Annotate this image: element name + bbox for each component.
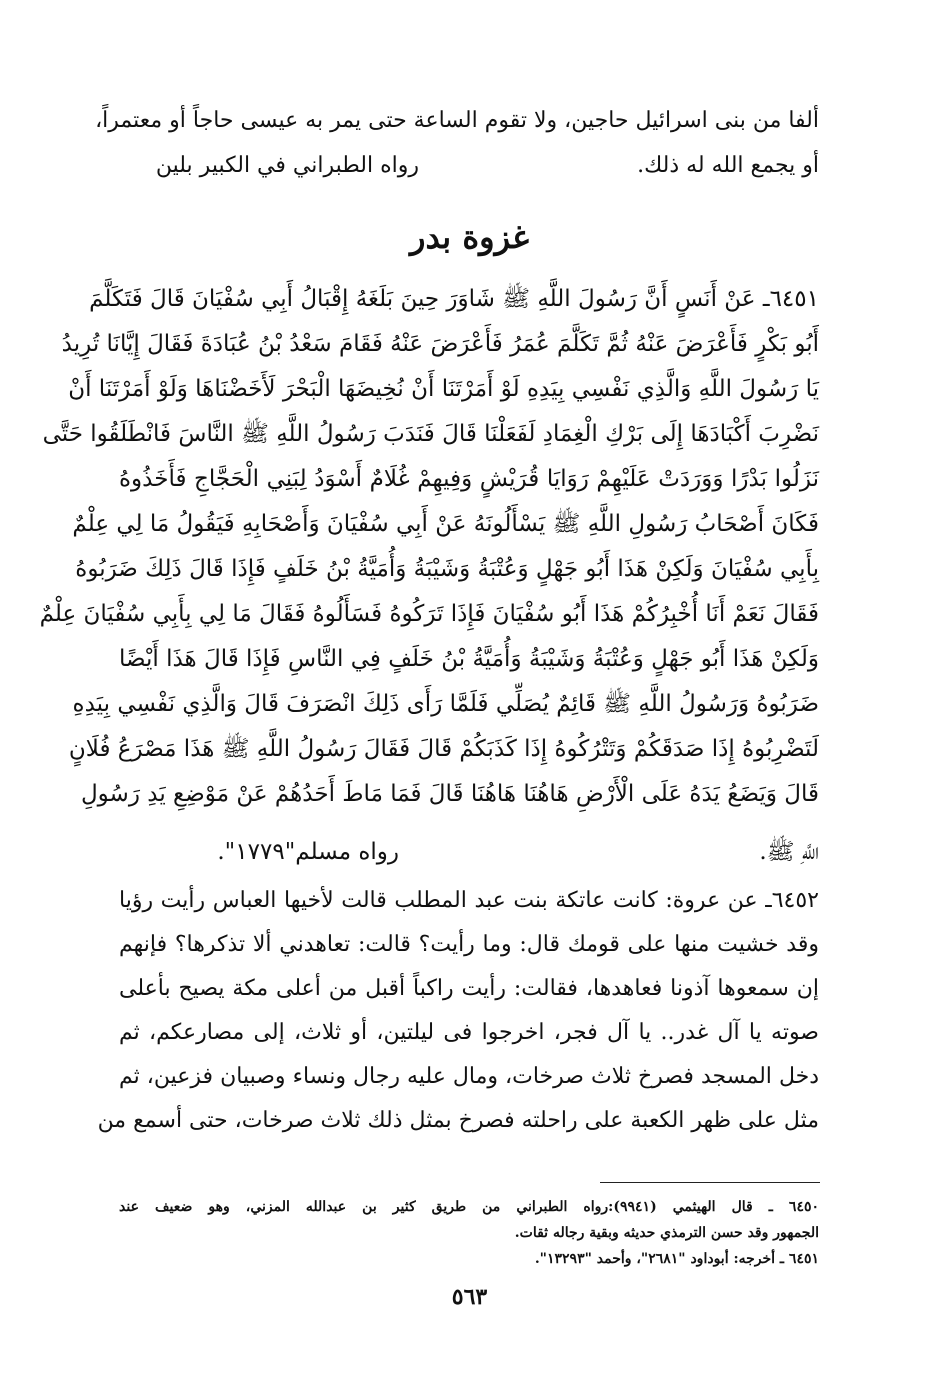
hadith-6451-line-3: يَا رَسُولَ اللَّهِ وَالَّذِي نَفْسِي بِيَدِهِ لَوْ أَمَرْتَنَا أَنْ نُخِيضَهَا الْبَحْرَ لَأَخَضْنَاهَا وَلَوْ أَمَرْتَنَا أَنْ <box>68 376 819 402</box>
hadith-6452-line-4: صوته يا آل غدر.. يا آل فجر، اخرجوا فى ليلتين، أو ثلاث، إلى مصارعكم، ثم <box>119 1020 819 1045</box>
hadith-6451-line-11: لَتَضْرِبُوهُ إِذَا صَدَقَكُمْ وَتَتْرُكُوهُ إِذَا كَذَبَكُمْ قَالَ فَقَالَ رَسُولُ اللَّهِ ﷺ هَذَا مَصْرَعُ فُلَانٍ <box>68 736 819 762</box>
hadith-6451-line-1: ٦٤٥١ـ عَنْ أَنَسٍ أَنَّ رَسُولَ اللَّهِ ﷺ شَاوَرَ حِينَ بَلَغَهُ إِقْبَالُ أَبِي سُفْيَانَ قَالَ فَتَكَلَّمَ <box>89 286 819 312</box>
hadith-6451-riwayah-row <box>119 836 819 868</box>
hadith-6451-line-12: قَالَ وَيَضَعُ يَدَهُ عَلَى الْأَرْضِ هَاهُنَا هَاهُنَا قَالَ فَمَا مَاطَ أَحَدُهُمْ عَنْ مَوْضِعِ يَدِ رَسُولِ <box>80 781 819 807</box>
hadith-6452-line-3: إن سمعوها آذونا فعاهدها، فقالت: رأيت راكباً أقبل من أعلى مكة يصيح بأعلى <box>119 976 819 1001</box>
hadith-6451-line-8: فَقَالَ نَعَمْ أَنَا أُخْبِرُكُمْ هَذَا أَبُو سُفْيَانَ فَإِذَا تَرَكُوهُ فَسَأَلُوهُ فَقَالَ مَا لِي بِأَبِي سُفْيَانَ عِلْمٌ <box>39 601 819 627</box>
section-title: غزوة بدر <box>410 218 529 256</box>
hadith-6451-riwayah: رواه مسلم"١٧٧٩". <box>217 839 399 865</box>
top-passage-riwayah: رواه الطبراني في الكبير بلين <box>155 153 419 178</box>
hadith-6451-line-2: أَبُو بَكْرٍ فَأَعْرَضَ عَنْهُ ثُمَّ تَكَلَّمَ عُمَرُ فَأَعْرَضَ عَنْهُ فَقَامَ سَعْدُ بْنُ عُبَادَةَ فَقَالَ إِيَّانَا تُرِيدُ <box>61 331 819 357</box>
hadith-6451-line-7: بِأَبِي سُفْيَانَ وَلَكِنْ هَذَا أَبُو جَهْلٍ وَعُتْبَةُ وَشَيْبَةُ وَأُمَيَّةُ بْنُ خَلَفٍ فَإِذَا قَالَ ذَلِكَ ضَرَبُوهُ <box>75 556 819 582</box>
hadith-6452-line-5: دخل المسجد فصرخ ثلاث صرخات، ومال عليه رجال ونساء وصبيان فزعين، ثم <box>119 1064 819 1089</box>
hadith-6451-line-5: نَزَلُوا بَدْرًا وَوَرَدَتْ عَلَيْهِمْ رَوَايَا قُرَيْشٍ وَفِيهِمْ غُلَامٌ أَسْوَدُ لِبَنِي الْحَجَّاجِ فَأَخَذُوهُ <box>119 466 819 492</box>
footnote-6450-line-1: ٦٤٥٠ ـ قال الهيثمي (٩٩٤١):رواه الطبراني من طريق كثير بن عبدالله المزني، وهو ضعيف عند <box>119 1199 819 1215</box>
top-passage-line-2: أو يجمع الله له ذلك. <box>637 153 819 178</box>
page-number: ٥٦٣ <box>451 1284 488 1310</box>
top-passage-line-1: ألفا من بنى اسرائيل حاجين، ولا تقوم الساعة حتى يمر به عيسى حاجاً أو معتمراً، <box>95 108 819 133</box>
hadith-6452-line-2: وقد خشيت منها على قومك قال: وما رأيت؟ قالت: تعاهدني ألا تذكرها؟ فإنهم <box>119 932 819 957</box>
hadith-6452-line-6: مثل على ظهر الكعبة على راحلته فصرخ بمثل ذلك ثلاث صرخات، حتى أسمع من <box>97 1108 819 1133</box>
top-passage-riwayah-row <box>119 150 819 182</box>
hadith-6452-line-1: ٦٤٥٢ـ عن عروة: كانت عاتكة بنت عبد المطلب قالت لأخيها العباس رأيت رؤيا <box>119 888 819 913</box>
footnote-6451: ٦٤٥١ ـ أخرجه: أبوداود "٢٦٨١"، وأحمد "١٣٢٩٣". <box>534 1251 819 1267</box>
hadith-6451-line-6: فَكَانَ أَصْحَابُ رَسُولِ اللَّهِ ﷺ يَسْأَلُونَهُ عَنْ أَبِي سُفْيَانَ وَأَصْحَابِهِ فَيَقُولُ مَا لِي عِلْمٌ <box>72 511 819 537</box>
hadith-6451-line-9: وَلَكِنْ هَذَا أَبُو جَهْلٍ وَعُتْبَةُ وَشَيْبَةُ وَأُمَيَّةُ بْنُ خَلَفٍ فِي النَّاسِ فَإِذَا قَالَ هَذَا أَيْضًا <box>119 646 819 672</box>
hadith-6451-line-4: نَضْرِبَ أَكْبَادَهَا إِلَى بَرْكِ الْغِمَادِ لَفَعَلْنَا قَالَ فَنَدَبَ رَسُولُ اللَّهِ ﷺ النَّاسَ فَانْطَلَقُوا حَتَّى <box>42 421 819 447</box>
footnote-6450-line-2: الجمهور وقد حسن الترمذي حديثه وبقية رجاله ثقات. <box>514 1225 819 1241</box>
hadith-6451-line-13: اللَّهِ ﷺ. <box>759 839 819 865</box>
footnote-divider <box>600 1182 820 1183</box>
hadith-6451-line-10: ضَرَبُوهُ وَرَسُولُ اللَّهِ ﷺ قَائِمٌ يُصَلِّي فَلَمَّا رَأَى ذَلِكَ انْصَرَفَ قَالَ وَالَّذِي نَفْسِي بِيَدِهِ <box>72 691 819 717</box>
